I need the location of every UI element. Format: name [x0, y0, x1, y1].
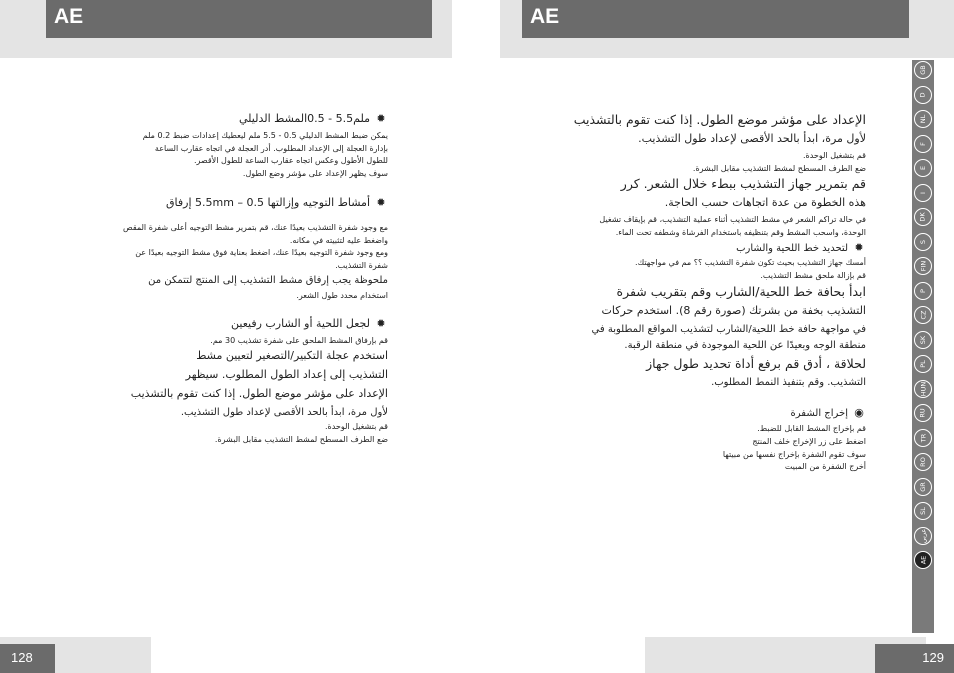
language-tab-i[interactable]: I: [914, 184, 932, 202]
note-line: ملحوظة يجب إرفاق مشط التشذيب إلى المنتج لتتمكن من: [148, 275, 388, 287]
language-tab-arabic[interactable]: عربي: [914, 527, 932, 545]
body-line: سوف يظهر الإعداد على مؤشر وضع الطول.: [242, 169, 388, 179]
language-tab-e[interactable]: E: [914, 159, 932, 177]
body-line: الوحدة، واسحب المشط وقم بتنظيفه باستخدام الفرشاة وشطفه تحت الماء.: [615, 227, 866, 237]
body-line: مع وجود شفرة التشذيب بعيدًا عنك، قم بتمرير مشط التوجيه أعلى شفرة المقص: [123, 222, 388, 232]
language-tab-ru[interactable]: RU: [914, 404, 932, 422]
page-number-left: 128: [0, 644, 55, 673]
note-line: استخدام محدد طول الشعر.: [296, 290, 388, 300]
body-line: في حالة تراكم الشعر في مشط التشذيب أثناء عملية التشذيب، قم بإيقاف تشغيل: [599, 215, 866, 225]
language-tab-f[interactable]: F: [914, 135, 932, 153]
body-line: استخدم عجلة التكبير/التصغير لتعيين مشط: [196, 349, 388, 362]
adjustable-comb-heading: ✹ملم5.5 - 0.5المشط الدليلي: [106, 112, 388, 127]
language-tab-sl[interactable]: SL: [914, 502, 932, 520]
language-tab-dk[interactable]: DK: [914, 208, 932, 226]
page-number-right: 129: [875, 644, 954, 673]
body-line: لأول مرة، ابدأ بالحد الأقصى لإعداد طول التشذيب.: [180, 406, 388, 418]
body-line: ضع الطرف المسطح لمشط التشذيب مقابل البشرة.: [692, 163, 866, 173]
body-line: قم بتمرير جهاز التشذيب ببطء خلال الشعر. كرر: [620, 176, 866, 192]
body-line: قم بإرفاق المشط الملحق على شفرة تشذيب 30 مم.: [210, 336, 388, 346]
body-line: منطقة الوجه وبعيدًا عن اللحية الموجودة في منطقة الرقبة.: [624, 340, 866, 352]
body-line: الإعداد على مؤشر موضع الطول. إذا كنت تقوم بالتشذيب: [573, 112, 866, 127]
body-line: ومع وجود شفرة التوجيه بعيدًا عنك، اضغط بعناية فوق مشط التوجيه بعيدًا عن: [135, 248, 388, 258]
language-tab-hun[interactable]: HUN: [914, 380, 932, 398]
right-page-content: [566, 112, 866, 475]
body-line: اضغط على زر الإخراج خلف المنتج: [752, 436, 866, 446]
body-line: قم بتشغيل الوحدة.: [802, 150, 866, 160]
body-line: الإعداد على مؤشر موضع الطول. إذا كنت تقوم بالتشذيب: [130, 386, 388, 400]
language-tab-s[interactable]: S: [914, 233, 932, 251]
body-line: التشذيب بخفة من بشرتك (صورة رقم 8). استخدم حركات: [601, 303, 866, 317]
body-line: شفرة التشذيب.: [335, 261, 388, 271]
language-tab-d[interactable]: D: [914, 86, 932, 104]
body-line: ضع الطرف المسطح لمشط التشذيب مقابل البشرة.: [214, 434, 388, 444]
language-tab-tr[interactable]: TR: [914, 429, 932, 447]
body-line: لحلاقة ، أدق قم برفع أداة تحديد طول جهاز: [646, 355, 866, 371]
language-tab-sk[interactable]: SK: [914, 331, 932, 349]
language-tab-nl[interactable]: NL: [914, 110, 932, 128]
body-line: قم بإزالة ملحق مشط التشذيب.: [760, 271, 866, 281]
language-tab-pl[interactable]: PL: [914, 355, 932, 373]
language-tab-cz[interactable]: CZ: [914, 306, 932, 324]
left-page-content: [106, 112, 388, 448]
body-line: التشذيب. وقم بتنفيذ النمط المطلوب.: [711, 376, 866, 388]
thin-beard-heading: ✹لجعل اللحية أو الشارب رفيعين: [106, 317, 388, 332]
body-line: للطول الأطول وعكس اتجاه عقارب الساعة للطول الأقصر.: [193, 156, 388, 166]
guide-comb-heading: ✹أمشاط التوجيه وإزالتها 0.5 – 5.5mm إرفاق: [106, 196, 388, 211]
beard-line-heading: ✹لتحديد خط اللحية والشارب: [566, 241, 866, 256]
body-line: أخرج الشفرة من المبيت: [784, 462, 866, 472]
body-line: سوف تقوم الشفرة بإخراج نفسها من مبيتها: [722, 449, 866, 459]
language-index-list: [912, 61, 934, 576]
body-line: بإدارة العجلة إلى الإعداد المطلوب. أدر العجلة في اتجاه عقارب الساعة: [154, 143, 388, 153]
sun-icon: ✹: [376, 317, 386, 331]
body-line: في مواجهة حافة خط اللحية/الشارب لتشذيب المواقع المطلوبة في: [591, 323, 866, 335]
body-line: قم بإخراج المشط القابل للضبط.: [757, 424, 866, 433]
language-tab-fin[interactable]: FIN: [914, 257, 932, 275]
body-line: يمكن ضبط المشط الدليلي 0.5 - 5.5 ملم ليعطيك إعدادات ضبط 0.2 ملم: [142, 130, 388, 140]
eye-icon: ◉: [854, 406, 864, 420]
body-line: قم بتشغيل الوحدة.: [324, 422, 388, 432]
language-tab-p[interactable]: P: [914, 282, 932, 300]
language-code-header-right: AE: [522, 0, 909, 38]
blade-removal-heading: ◉إخراج الشفرة: [566, 406, 866, 421]
body-line: لأول مرة، ابدأ بالحد الأقصى لإعداد طول التشذيب.: [638, 131, 866, 145]
body-line: أمسك جهاز التشذيب بحيث تكون شفرة التشذيب ؟؟ مم في مواجهتك.: [635, 258, 866, 268]
sun-icon: ✹: [376, 112, 386, 125]
body-line: هذه الخطوة من عدة اتجاهات حسب الحاجة.: [664, 196, 866, 210]
body-line: التشذيب إلى إعداد الطول المطلوب. سيظهر: [185, 367, 388, 381]
language-tab-ae-active[interactable]: AE: [914, 551, 932, 569]
language-tab-ro[interactable]: RO: [914, 453, 932, 471]
sun-icon: ✹: [376, 196, 386, 210]
body-line: ابدأ بحافة خط اللحية/الشارب وقم بتقريب شفرة: [616, 284, 866, 300]
language-code-header-left: AE: [46, 0, 432, 38]
language-tab-gr[interactable]: GR: [914, 478, 932, 496]
sun-icon: ✹: [854, 240, 864, 254]
body-line: واضغط عليه لتثبيته في مكانه.: [289, 235, 388, 245]
language-tab-gb[interactable]: GB: [914, 61, 932, 79]
